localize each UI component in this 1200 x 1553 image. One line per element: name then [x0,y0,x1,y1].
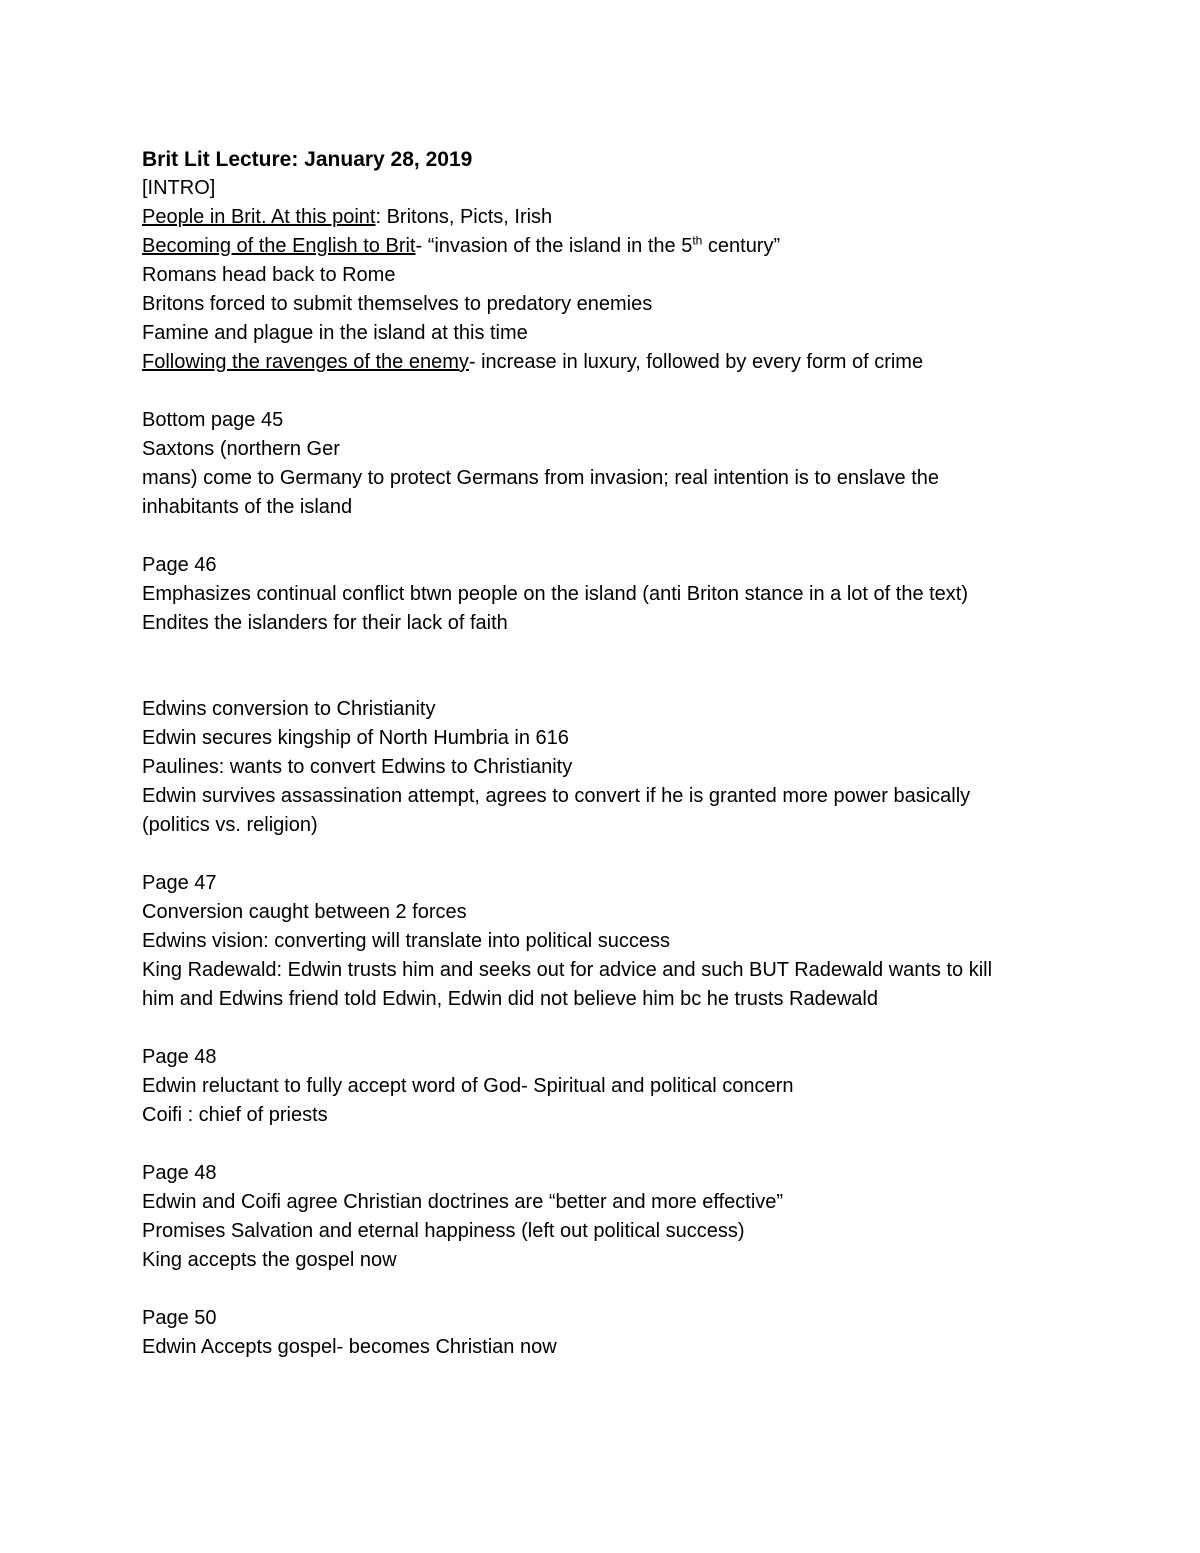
note-line: Conversion caught between 2 forces [142,901,467,923]
document-title: Brit Lit Lecture: January 28, 2019 [142,148,473,171]
note-line: mans) come to Germany to protect Germans from invasion; real intention is to enslave the [142,467,940,489]
note-line: Coifi : chief of priests [142,1104,328,1126]
section-heading: Page 47 [142,872,217,894]
note-line: (politics vs. religion) [142,814,318,836]
intro-people-line [142,203,1072,232]
note-line: King Radewald: Edwin trusts him and seeks out for advice and such BUT Radewald wants to kill [142,959,993,981]
following-text: - increase in luxury, followed by every form of crime [468,351,924,373]
intro-famine-line: Famine and plague in the island at this time [142,322,528,344]
note-line: Edwin reluctant to fully accept word of God- Spiritual and political concern [142,1075,794,1097]
section-heading: Bottom page 45 [142,409,284,431]
people-label: People in Brit. At this point [142,206,376,228]
section-heading: Page 48 [142,1162,217,1184]
note-line: Promises Salvation and eternal happiness (left out political success) [142,1220,745,1242]
note-line: Edwin Accepts gospel- becomes Christian now [142,1336,557,1358]
note-line: Edwins conversion to Christianity [142,698,436,720]
section-spacer [142,1014,1072,1043]
section-heading: Page 46 [142,554,217,576]
note-line: Edwin survives assassination attempt, agrees to convert if he is granted more power basically [142,785,971,807]
note-line: King accepts the gospel now [142,1249,397,1271]
section-heading: Page 48 [142,1046,217,1068]
section-heading: Page 50 [142,1307,217,1329]
note-line: inhabitants of the island [142,496,353,518]
note-line: him and Edwins friend told Edwin, Edwin did not believe him bc he trusts Radewald [142,988,878,1010]
note-line: Edwin and Coifi agree Christian doctrines are “better and more effective” [142,1191,784,1213]
section-spacer [142,1130,1072,1159]
document-page [142,145,1072,1362]
note-line: Edwins vision: converting will translate into political success [142,930,671,952]
section-spacer [142,522,1072,551]
note-line: Endites the islanders for their lack of faith [142,612,508,634]
intro-becoming-line [142,232,1072,261]
note-line: Paulines: wants to convert Edwins to Christianity [142,756,573,778]
section-spacer [142,840,1072,869]
intro-britons-line: Britons forced to submit themselves to predatory enemies [142,293,653,315]
following-label: Following the ravenges of the enemy [142,351,469,373]
becoming-text-b: century” [702,235,781,257]
people-text: : Britons, Picts, Irish [375,206,553,228]
intro-label: [INTRO] [142,177,216,199]
section-spacer [142,638,1072,695]
section-spacer [142,377,1072,406]
intro-following-line [142,348,1072,377]
note-line: Saxtons (northern Ger [142,438,340,460]
becoming-label: Becoming of the English to Brit [142,235,416,257]
note-line: Edwin secures kingship of North Humbria in 616 [142,727,569,749]
note-line: Emphasizes continual conflict btwn people on the island (anti Briton stance in a lot of the text) [142,583,969,605]
section-spacer [142,1275,1072,1304]
intro-romans-line: Romans head back to Rome [142,264,396,286]
becoming-superscript: th [692,233,703,248]
becoming-text-a: - “invasion of the island in the 5 [415,235,693,257]
